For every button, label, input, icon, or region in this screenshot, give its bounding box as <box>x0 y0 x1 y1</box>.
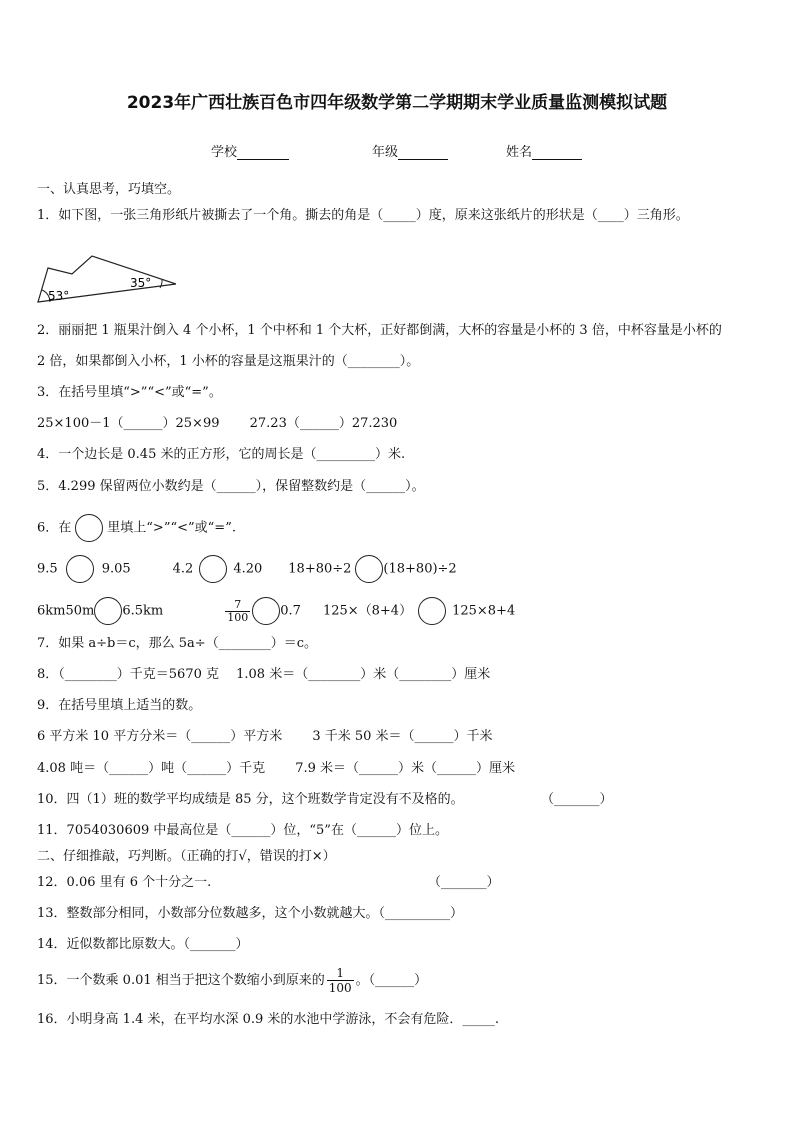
q6-value: 125×（8+4） <box>322 603 413 619</box>
compare-circle-sample <box>75 514 103 542</box>
q6-value: 18+80÷2 <box>288 561 352 577</box>
compare-circle-4[interactable] <box>94 597 122 625</box>
question-13: 13．整数部分相同，小数部分位数越多，这个小数就越大。（__________） <box>37 906 464 921</box>
question-4: 4．一个边长是 0.45 米的正方形，它的周长是（_________）米. <box>37 447 406 462</box>
question-6-suffix: 里填上“>”“<”或“=”. <box>107 520 236 536</box>
question-16: 16．小明身高 1.4 米，在平均水深 0.9 米的水池中学游泳，不会有危险．_____. <box>37 1012 500 1027</box>
fraction-7-100 <box>225 599 250 624</box>
q6-value: 125×8+4 <box>452 603 516 619</box>
compare-circle-3[interactable] <box>355 555 383 583</box>
question-7: 7．如果 a÷b＝c，那么 5a÷（________）＝c。 <box>37 636 317 651</box>
question-5: 5．4.299 保留两位小数约是（______），保留整数约是（______）。 <box>37 479 425 494</box>
question-15-prefix: 15．一个数乘 0.01 相当于把这个数缩小到原来的 <box>37 973 325 988</box>
school-label: 学校 <box>211 145 238 160</box>
question-15 <box>37 962 427 1000</box>
question-9: 9．在括号里填上适当的数。 <box>37 698 202 713</box>
section-1-heading: 一、认真思考，巧填空。 <box>37 182 181 197</box>
compare-circle-1[interactable] <box>66 555 94 583</box>
q6-value: 9.5 <box>37 561 58 577</box>
question-6 <box>37 514 236 542</box>
q6-value: 6km50m <box>37 603 95 619</box>
fraction-numerator: 7 <box>225 599 250 612</box>
grade-label: 年级 <box>372 145 399 160</box>
question-2-line-2: 2 倍，如果都倒入小杯，1 小杯的容量是这瓶果汁的（________）。 <box>37 354 420 369</box>
grade-blank[interactable] <box>398 145 448 160</box>
q6-value: 9.05 <box>101 561 131 577</box>
question-2-line-1: 2．丽丽把 1 瓶果汁倒入 4 个小杯，1 个中杯和 1 个大杯，正好都倒满，大杯的容量是小杯的 3 倍，中杯容量是小杯的 <box>37 323 722 338</box>
question-3: 3．在括号里填“>”“<”或“=”。 <box>37 385 222 400</box>
question-6-prefix: 6．在 <box>37 520 72 536</box>
fraction-numerator: 1 <box>327 966 354 981</box>
fraction-denominator: 100 <box>328 981 352 995</box>
angle-arc-right <box>160 279 162 288</box>
question-3-row: 25×100－1（______）25×99 27.23（______）27.230 <box>37 416 398 431</box>
school-blank[interactable] <box>237 145 289 160</box>
angle-label-53: 53° <box>48 289 70 303</box>
name-blank[interactable] <box>532 145 582 160</box>
name-field[interactable] <box>506 141 582 160</box>
question-8: 8．（________）千克＝5670 克 1.08 米＝（________）米（________）厘米 <box>37 667 491 682</box>
question-9-row-1: 6 平方米 10 平方分米＝（______）平方米 3 千米 50 米＝（______）千米 <box>37 729 493 744</box>
grade-field[interactable] <box>372 141 448 160</box>
question-6-row-2 <box>37 597 515 625</box>
question-9-row-2: 4.08 吨＝（______）吨（______）千克 7.9 米＝（______）米（______）厘米 <box>37 761 516 776</box>
q6-value: 4.20 <box>233 561 263 577</box>
question-1: 1．如下图，一张三角形纸片被撕去了一个角。撕去的角是（_____）度，原来这张纸片的形状是（____）三角形。 <box>37 208 689 223</box>
compare-circle-6[interactable] <box>418 597 446 625</box>
q6-value: 4.2 <box>172 561 194 577</box>
page-title: 2023年广西壮族百色市四年级数学第二学期期末学业质量监测模拟试题 <box>126 93 668 113</box>
section-2-heading: 二、仔细推敲，巧判断。（正确的打√，错误的打×） <box>37 849 336 864</box>
q6-value: 0.7 <box>280 603 301 619</box>
fraction-1-100 <box>327 966 354 995</box>
question-11: 11．7054030609 中最高位是（______）位，“5”在（______）位上。 <box>37 823 448 838</box>
angle-label-35: 35° <box>130 276 152 290</box>
fraction-denominator: 100 <box>227 610 249 624</box>
name-label: 姓名 <box>506 145 533 160</box>
q6-value: 6.5km <box>122 603 164 619</box>
question-12-answer[interactable]: （_______） <box>428 875 500 890</box>
question-6-row-1 <box>37 555 457 583</box>
question-10: 10．四（1）班的数学平均成绩是 85 分，这个班数学肯定没有不及格的。 <box>37 792 464 807</box>
school-field[interactable] <box>211 141 289 160</box>
question-15-suffix: 。（______） <box>355 973 428 988</box>
question-12: 12．0.06 里有 6 个十分之一. <box>37 875 212 890</box>
question-14: 14．近似数都比原数大。（_______） <box>37 937 249 952</box>
q6-value: (18+80)÷2 <box>383 561 457 577</box>
compare-circle-5[interactable] <box>252 597 280 625</box>
torn-triangle-figure <box>36 250 176 306</box>
question-10-answer[interactable]: （_______） <box>541 792 613 807</box>
compare-circle-2[interactable] <box>199 555 227 583</box>
